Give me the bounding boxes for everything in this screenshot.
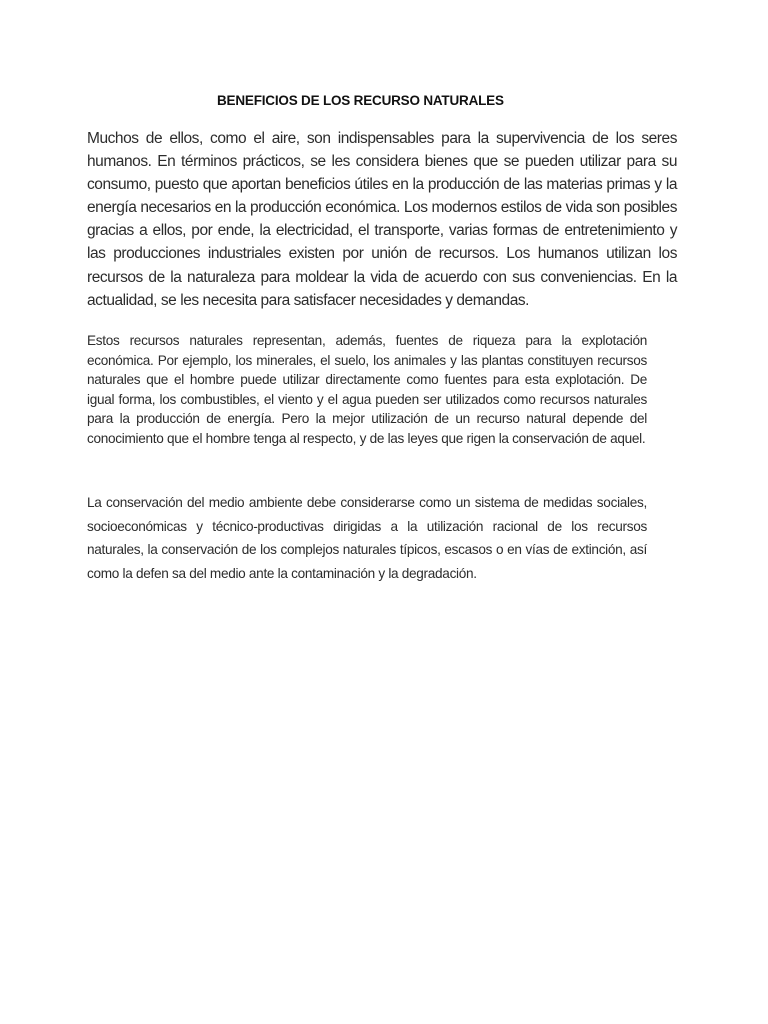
paragraph-2: Estos recursos naturales representan, además, fuentes de riqueza para la explotación económica. Por ejemplo, los minerales, el suelo, los animales y las plantas constituyen recursos naturales que el hombre puede utilizar directamente como fuentes para esta explotación. De igual forma, los combustibles, el viento y el agua pueden ser utilizados como recursos naturales para la producción de energía. Pero la mejor utilización de un recurso natural depende del conocimiento que el hombre tenga al respecto, y de las leyes que rigen la conservación de aquel. — [87, 333, 647, 446]
paragraph-3: La conservación del medio ambiente debe considerarse como un sistema de medidas sociales, socioeconómicas y técnico-productivas dirigidas a la utilización racional de los recursos naturales, la conservación de los complejos naturales típicos, escasos o en vías de extinción, así como la defen sa del medio ante la contaminación y la degradación. — [87, 495, 647, 581]
document-title: BENEFICIOS DE LOS RECURSO NATURALES — [217, 93, 504, 108]
paragraph-1: Muchos de ellos, como el aire, son indispensables para la supervivencia de los seres humanos. En términos prácticos, se les considera bienes que se pueden utilizar para su consumo, puesto que aportan beneficios útiles en la producción de las materias primas y la energía necesarios en la producción económica. Los modernos estilos de vida son posibles gracias a ellos, por ende, la electricidad, el transporte, varias formas de entretenimiento y las producciones industriales existen por unión de recursos. Los humanos utilizan los recursos de la naturaleza para moldear la vida de acuerdo con sus conveniencias. En la actualidad, se les necesita para satisfacer necesidades y demandas. — [87, 130, 677, 309]
